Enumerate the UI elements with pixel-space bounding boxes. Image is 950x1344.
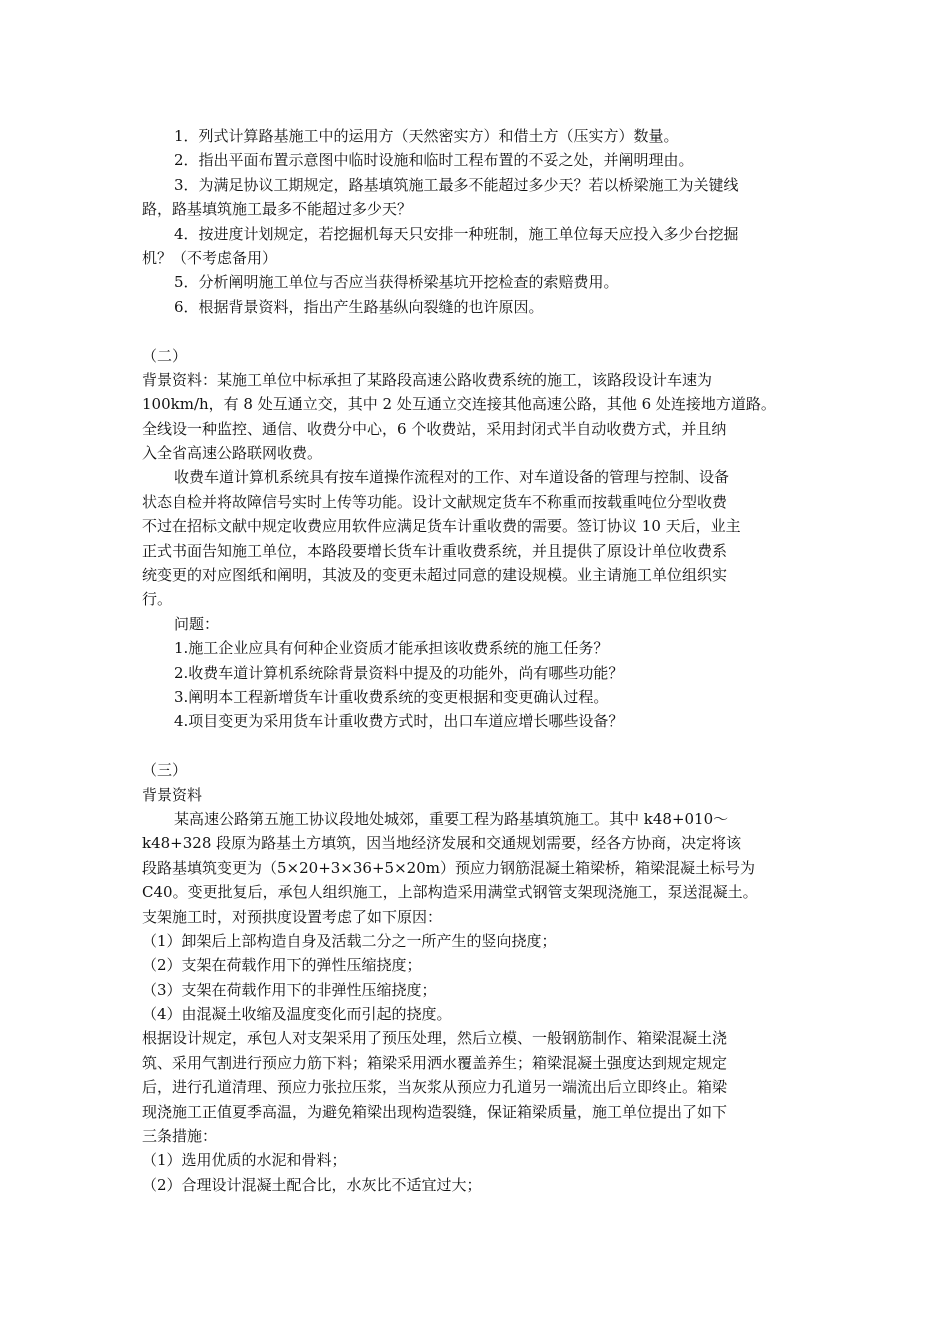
factor-item: （1）卸架后上部构造自身及活载二分之一所产生的竖向挠度； [142, 931, 557, 950]
question-label: 问题： [174, 614, 220, 633]
spacer [142, 734, 832, 758]
paragraph-line: 正式书面告知施工单位，本路段要增长货车计重收费系统，并且提供了原设计单位收费系 [142, 541, 728, 560]
paragraph-line: 行。 [142, 590, 173, 609]
background-line: 入全省高速公路联网收费。 [142, 444, 323, 463]
question-line: 4．按进度计划规定，若挖掘机每天只安排一种班制，施工单位每天应投入多少台挖掘 [174, 224, 739, 243]
spacer [142, 319, 832, 343]
section2 [142, 344, 832, 734]
background-line: 100km/h，有 8 处互通立交，其中 2 处互通立交连接其他高速公路，其他 6 处连接地方道路。 [142, 395, 776, 414]
paragraph-line: 统变更的对应图纸和阐明，其波及的变更未超过同意的建设规模。业主请施工单位组织实 [142, 566, 728, 585]
factor-item: （4）由混凝土收缩及温度变化而引起的挠度。 [142, 1005, 452, 1024]
factor-item: （3）支架在荷载作用下的非弹性压缩挠度； [142, 980, 437, 999]
paragraph-line: 三条措施： [142, 1127, 218, 1146]
factor-item: （2）支架在荷载作用下的弹性压缩挠度； [142, 956, 422, 975]
section-heading: （三） [142, 761, 188, 780]
question-line: 4.项目变更为采用货车计重收费方式时，出口车道应增长哪些设备？ [174, 712, 624, 731]
section-heading: （二） [142, 346, 188, 365]
paragraph-line: 状态自检并将故障信号实时上传等功能。设计文献规定货车不称重而按载重吨位分型收费 [142, 492, 728, 511]
section1-questions [142, 124, 832, 319]
background-line: 全线设一种监控、通信、收费分中心，6 个收费站，采用封闭式半自动收费方式，并且纳 [142, 419, 727, 438]
measure-item: （2）合理设计混凝土配合比，水灰比不适宜过大； [142, 1175, 482, 1194]
question-line: 3.阐明本工程新增货车计重收费系统的变更根据和变更确认过程。 [174, 687, 609, 706]
section3 [142, 758, 832, 1197]
paragraph-line: 后，进行孔道清理、预应力张拉压浆，当灰浆从预应力孔道另一端流出后立即终止。箱梁 [142, 1078, 728, 1097]
question-line: 机？（不考虑备用） [142, 248, 278, 267]
paragraph-line: 筑、采用气割进行预应力筋下料；箱梁采用洒水覆盖养生；箱梁混凝土强度达到规定规定 [142, 1053, 728, 1072]
question-line: 1．列式计算路基施工中的运用方（天然密实方）和借土方（压实方）数量。 [174, 127, 679, 145]
paragraph-line: 支架施工时，对预拱度设置考虑了如下原因： [142, 907, 443, 926]
paragraph-line: 某高速公路第五施工协议段地处城郊，重要工程为路基填筑施工。其中 k48+010～ [174, 809, 729, 828]
paragraph-line: 收费车道计算机系统具有按车道操作流程对的工作、对车道设备的管理与控制、设备 [174, 468, 730, 487]
question-line: 2.收费车道计算机系统除背景资料中提及的功能外，尚有哪些功能？ [174, 663, 624, 682]
question-line: 路，路基填筑施工最多不能超过多少天？ [142, 200, 413, 219]
background-line: 背景资料：某施工单位中标承担了某路段高速公路收费系统的施工，该路段设计车速为 [142, 370, 713, 389]
question-line: 5．分析阐明施工单位与否应当获得桥梁基坑开挖检查的索赔费用。 [174, 273, 619, 292]
document-page [142, 124, 832, 1197]
paragraph-line: C40。变更批复后，承包人组织施工，上部构造采用满堂式钢管支架现浇施工，泵送混凝土。 [142, 883, 758, 902]
question-line: 3．为满足协议工期规定，路基填筑施工最多不能超过多少天？若以桥梁施工为关键线 [174, 175, 739, 194]
question-line: 2．指出平面布置示意图中临时设施和临时工程布置的不妥之处，并阐明理由。 [174, 151, 694, 170]
paragraph-line: 段路基填筑变更为（5×20+3×36+5×20m）预应力钢筋混凝土箱梁桥，箱梁混凝土标号为 [142, 858, 755, 877]
question-line: 1.施工企业应具有何种企业资质才能承担该收费系统的施工任务？ [174, 639, 609, 658]
background-label: 背景资料 [142, 785, 203, 804]
paragraph-line: k48+328 段原为路基土方填筑，因当地经济发展和交通规划需要，经各方协商，决定将该 [142, 834, 742, 853]
paragraph-line: 不过在招标文献中规定收费应用软件应满足货车计重收费的需要。签订协议 10 天后，业主 [142, 517, 741, 536]
question-line: 6．根据背景资料，指出产生路基纵向裂缝的也许原因。 [174, 297, 544, 316]
paragraph-line: 根据设计规定，承包人对支架采用了预压处理，然后立模、一般钢筋制作、箱梁混凝土浇 [142, 1029, 728, 1048]
paragraph-line: 现浇施工正值夏季高温，为避免箱梁出现构造裂缝，保证箱梁质量，施工单位提出了如下 [142, 1102, 728, 1121]
measure-item: （1）选用优质的水泥和骨料； [142, 1151, 347, 1170]
